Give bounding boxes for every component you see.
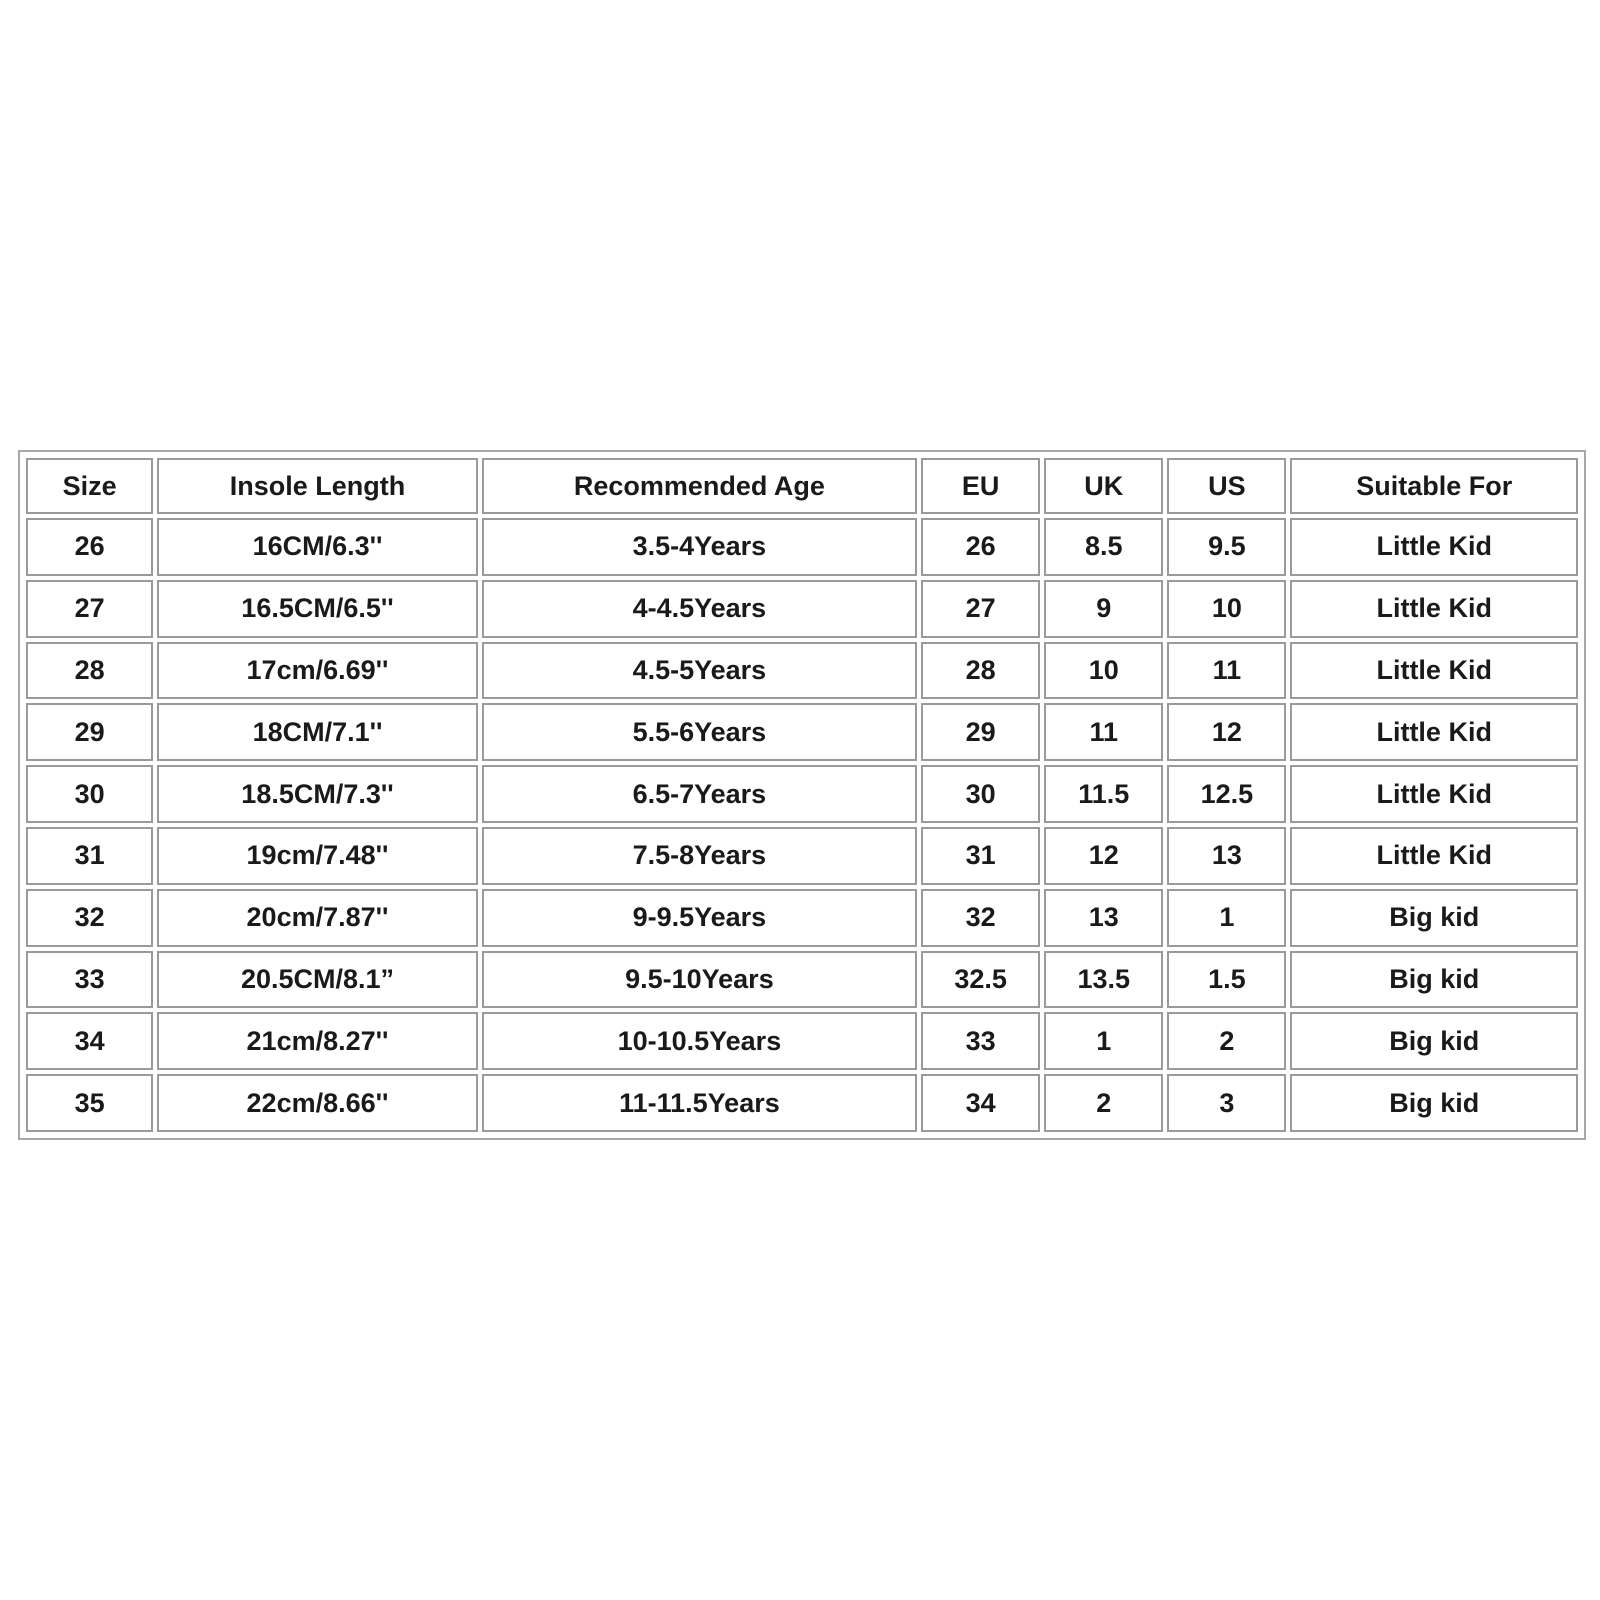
table-row [26, 1074, 1578, 1132]
header-suitable-for: Suitable For [1290, 458, 1578, 514]
table-row [26, 1012, 1578, 1070]
table-body [26, 518, 1578, 1132]
table-row [26, 951, 1578, 1009]
cell-insole-length: 16CM/6.3'' [157, 518, 477, 576]
cell-recommended-age: 9-9.5Years [482, 889, 917, 947]
cell-insole-length: 16.5CM/6.5'' [157, 580, 477, 638]
cell-uk: 1 [1044, 1012, 1163, 1070]
table-row [26, 703, 1578, 761]
table-row [26, 765, 1578, 823]
header-us: US [1167, 458, 1286, 514]
cell-eu: 27 [921, 580, 1040, 638]
cell-eu: 30 [921, 765, 1040, 823]
cell-us: 13 [1167, 827, 1286, 885]
cell-recommended-age: 4.5-5Years [482, 642, 917, 700]
table-header-row [26, 458, 1578, 514]
cell-us: 11 [1167, 642, 1286, 700]
cell-uk: 9 [1044, 580, 1163, 638]
size-table [22, 454, 1582, 1136]
cell-size: 28 [26, 642, 153, 700]
cell-uk: 13 [1044, 889, 1163, 947]
cell-suitable-for: Little Kid [1290, 827, 1578, 885]
table-row [26, 580, 1578, 638]
header-insole-length: Insole Length [157, 458, 477, 514]
cell-suitable-for: Little Kid [1290, 518, 1578, 576]
cell-us: 1.5 [1167, 951, 1286, 1009]
header-size: Size [26, 458, 153, 514]
cell-recommended-age: 11-11.5Years [482, 1074, 917, 1132]
cell-size: 33 [26, 951, 153, 1009]
cell-uk: 10 [1044, 642, 1163, 700]
cell-size: 29 [26, 703, 153, 761]
cell-uk: 2 [1044, 1074, 1163, 1132]
cell-size: 32 [26, 889, 153, 947]
cell-eu: 33 [921, 1012, 1040, 1070]
cell-us: 1 [1167, 889, 1286, 947]
cell-insole-length: 20.5CM/8.1” [157, 951, 477, 1009]
cell-size: 34 [26, 1012, 153, 1070]
cell-suitable-for: Little Kid [1290, 765, 1578, 823]
cell-us: 9.5 [1167, 518, 1286, 576]
cell-insole-length: 22cm/8.66'' [157, 1074, 477, 1132]
cell-eu: 32 [921, 889, 1040, 947]
cell-us: 3 [1167, 1074, 1286, 1132]
cell-suitable-for: Big kid [1290, 1012, 1578, 1070]
cell-eu: 31 [921, 827, 1040, 885]
cell-size: 30 [26, 765, 153, 823]
table-row [26, 827, 1578, 885]
cell-suitable-for: Little Kid [1290, 580, 1578, 638]
cell-uk: 12 [1044, 827, 1163, 885]
cell-suitable-for: Little Kid [1290, 642, 1578, 700]
header-uk: UK [1044, 458, 1163, 514]
cell-us: 10 [1167, 580, 1286, 638]
cell-uk: 13.5 [1044, 951, 1163, 1009]
cell-recommended-age: 9.5-10Years [482, 951, 917, 1009]
cell-eu: 34 [921, 1074, 1040, 1132]
cell-recommended-age: 10-10.5Years [482, 1012, 917, 1070]
cell-insole-length: 18CM/7.1'' [157, 703, 477, 761]
cell-uk: 11 [1044, 703, 1163, 761]
table-row [26, 518, 1578, 576]
cell-eu: 32.5 [921, 951, 1040, 1009]
header-eu: EU [921, 458, 1040, 514]
cell-us: 2 [1167, 1012, 1286, 1070]
cell-eu: 28 [921, 642, 1040, 700]
table-row [26, 889, 1578, 947]
size-chart [18, 450, 1586, 1140]
cell-insole-length: 18.5CM/7.3'' [157, 765, 477, 823]
table-row [26, 642, 1578, 700]
header-recommended-age: Recommended Age [482, 458, 917, 514]
cell-suitable-for: Big kid [1290, 889, 1578, 947]
cell-suitable-for: Big kid [1290, 1074, 1578, 1132]
cell-uk: 11.5 [1044, 765, 1163, 823]
cell-recommended-age: 6.5-7Years [482, 765, 917, 823]
cell-insole-length: 17cm/6.69'' [157, 642, 477, 700]
cell-us: 12 [1167, 703, 1286, 761]
cell-size: 27 [26, 580, 153, 638]
cell-size: 26 [26, 518, 153, 576]
cell-recommended-age: 5.5-6Years [482, 703, 917, 761]
cell-insole-length: 21cm/8.27'' [157, 1012, 477, 1070]
cell-us: 12.5 [1167, 765, 1286, 823]
cell-uk: 8.5 [1044, 518, 1163, 576]
cell-insole-length: 19cm/7.48'' [157, 827, 477, 885]
cell-eu: 29 [921, 703, 1040, 761]
cell-suitable-for: Little Kid [1290, 703, 1578, 761]
cell-suitable-for: Big kid [1290, 951, 1578, 1009]
cell-eu: 26 [921, 518, 1040, 576]
cell-size: 31 [26, 827, 153, 885]
cell-recommended-age: 7.5-8Years [482, 827, 917, 885]
cell-insole-length: 20cm/7.87'' [157, 889, 477, 947]
cell-recommended-age: 3.5-4Years [482, 518, 917, 576]
cell-recommended-age: 4-4.5Years [482, 580, 917, 638]
cell-size: 35 [26, 1074, 153, 1132]
